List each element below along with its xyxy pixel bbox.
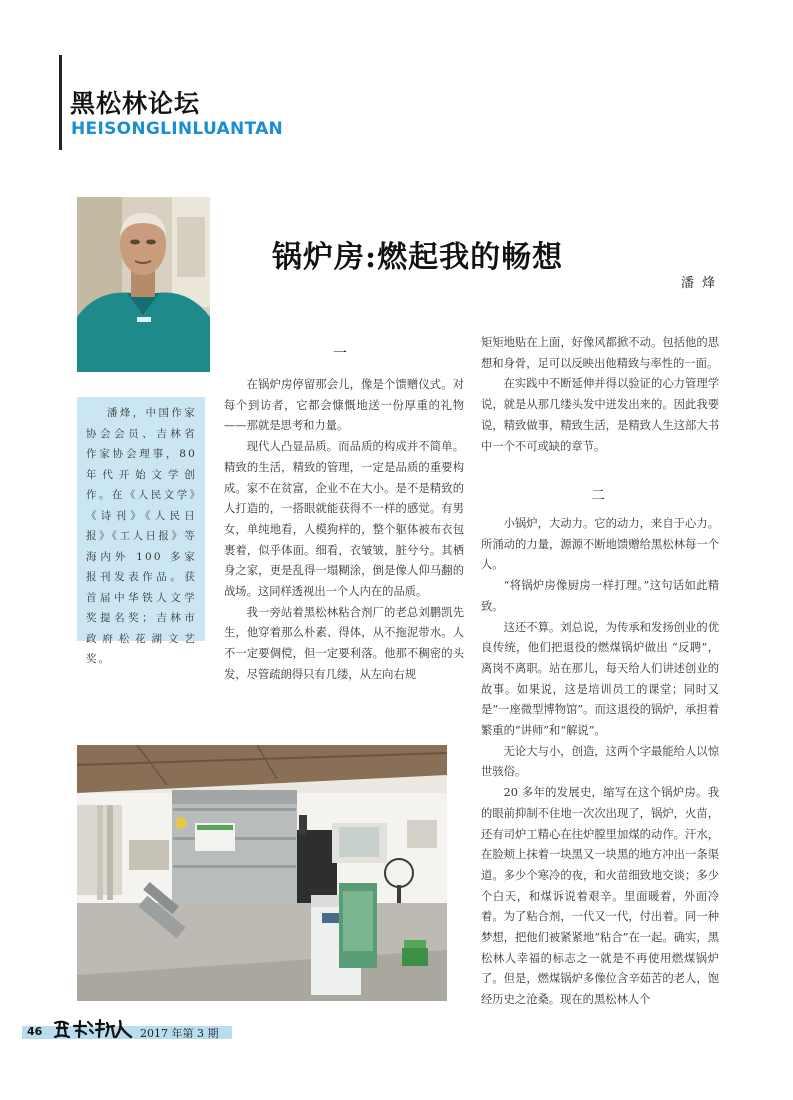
section-vertical-bar	[59, 55, 62, 150]
article-column-2-bottom	[481, 514, 719, 1011]
author-portrait-image	[77, 197, 210, 372]
issue-label: 2017 年第 3 期	[140, 1027, 219, 1040]
paragraph: 我一旁站着黑松林粘合剂厂的老总刘鹏凯先生，他穿着那么朴素、得体，从不拖泥带水。人不一定要倜傥，但一定要利落。他那不稠密的头发，尽管疏朗得只有几缕，从左向右规	[224, 605, 464, 681]
paragraph: 小锅炉，大动力。它的动力，来自于心力。所涌动的力量，源源不断地馈赠给黑松林每一个人。	[481, 517, 719, 572]
paragraph: 在实践中不断延伸并得以验证的心力管理学说，就是从那几缕头发中迸发出来的。因此我要说，精致做事，精致生活，是精致人生这部大书中一个不可或缺的章节。	[481, 377, 719, 453]
boiler-room-photo	[77, 745, 447, 1001]
section-title-en: HEISONGLINLUANTAN	[71, 119, 284, 139]
magazine-logo-calligraphy	[52, 1018, 134, 1040]
author-portrait	[77, 197, 210, 372]
paragraph: 这还不算。刘总说，为传承和发扬创业的优良传统，他们把退役的燃煤锅炉做出 “反聘”，离岗不离职。站在那儿，每天给人们讲述创业的故事。如果说，这是培训员工的课堂；同时又是“一座微型博物馆”。而这退役的锅炉，承担着繁重的“讲师”和“解说”。	[481, 620, 719, 738]
section-title-cn: 黑松林论坛	[70, 89, 201, 118]
article-title: 锅炉房:燃起我的畅想	[272, 240, 564, 275]
page-number: 46	[27, 1025, 43, 1038]
author-bio: 潘烽，中国作家协会会员、吉林省作家协会理事，80 年代开始文学创作。在《人民文学》《诗刊》《人民日报》《工人日报》等海内外 100 多家报刊发表作品。获首届中华铁人文学奖提名奖；吉林市政府松花湖文艺奖。	[77, 397, 205, 641]
boiler-room-image	[77, 745, 447, 1001]
magazine-logo	[52, 1018, 134, 1040]
paragraph: 现代人凸显品质。而品质的构成并不简单。精致的生活，精致的管理，一定是品质的重要构成。家不在贫富，企业不在大小。是不是精致的人打造的，一搭眼就能获得不一样的感觉。有男女，单纯地看，人模狗样的，整个躯体被布衣包裹着，似乎体面。细看，衣皱皱，脏兮兮。其栖身之家，更是乱得一塌糊涂，倒是像人仰马翻的战场。这同样透视出一个人内在的品质。	[224, 440, 464, 599]
article-author: 潘 烽	[681, 276, 718, 291]
part-two-number: 二	[591, 488, 605, 504]
part-one-number: 一	[333, 346, 347, 362]
paragraph: 无论大与小，创造，这两个字最能给人以惊世骇俗。	[481, 744, 719, 779]
article-column-1	[224, 375, 464, 686]
paragraph: 20 多年的发展史，缩写在这个锅炉房。我的眼前抑制不住地一次次出现了，锅炉，火苗，还有司炉工精心在往炉膛里加煤的动作。汗水，在脸颊上抹着一块黑又一块黑的地方冲出一条渠道。多少个寒冷的夜，和火苗细致地交谈；多少个白天，和煤诉说着艰辛。里面暖着，外面冷着。为了粘合剂，一代又一代，付出着。同一种梦想，把他们被紧紧地“粘合”在一起。确实，黑松林人幸福的标志之一就是不再使用燃煤锅炉了。但是，燃煤锅炉多像位含辛茹苦的老人，饱经历史之沧桑。现在的黑松林人个	[481, 786, 719, 1007]
article-column-2-top	[481, 333, 719, 457]
paragraph: “将锅炉房像厨房一样打理。”这句话如此精致。	[481, 579, 719, 613]
paragraph: 矩矩地贴在上面，好像风都掀不动。包括他的思想和身骨，足可以反映出他精致与率性的一面。	[481, 336, 719, 370]
paragraph: 在锅炉房停留那会儿，像是个馈赠仪式。对每个到访者，它都会慷慨地送一份厚重的礼物——那就是思考和力量。	[224, 378, 464, 433]
